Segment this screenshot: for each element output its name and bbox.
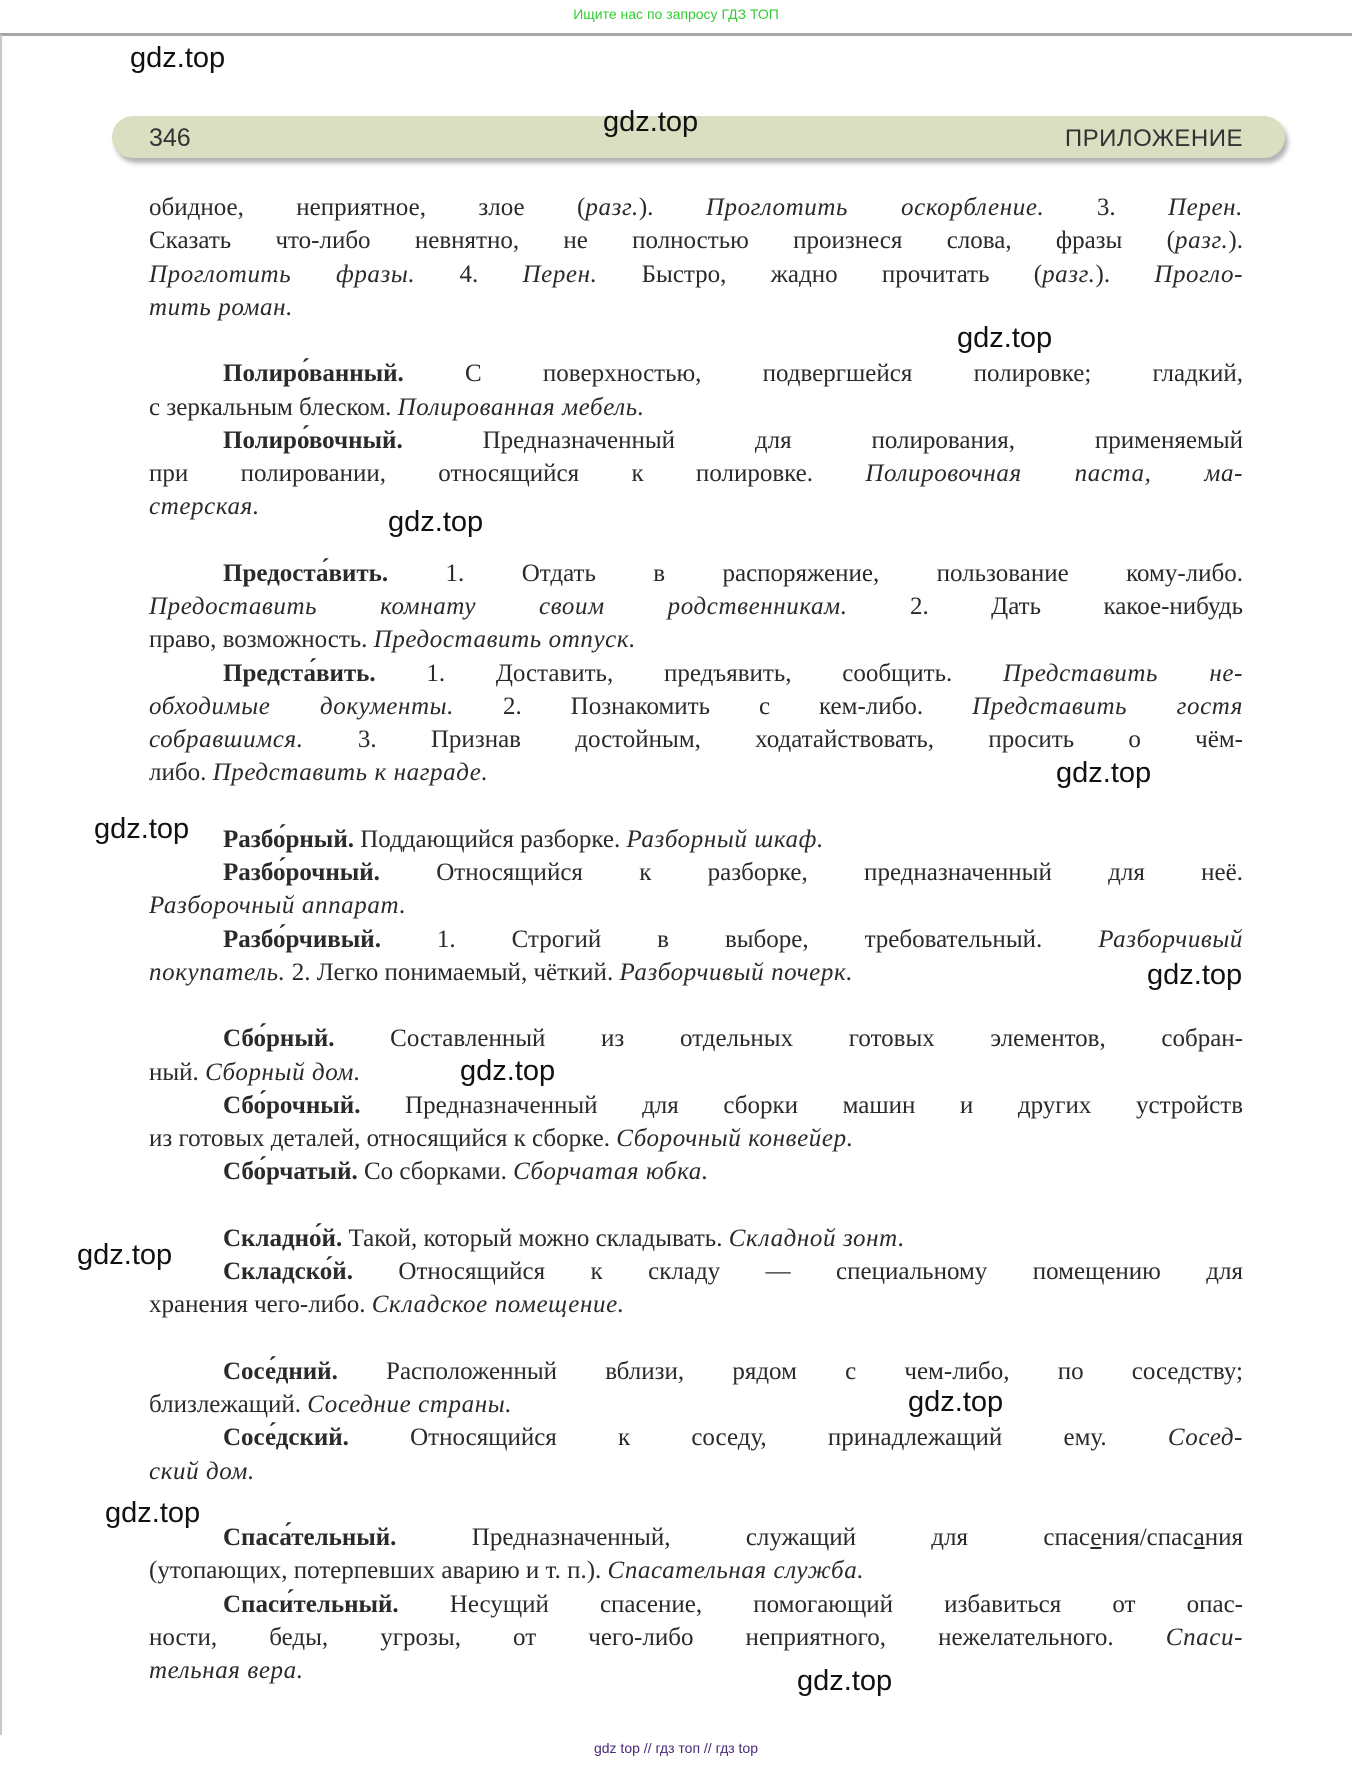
example-text: Спасательная служба. — [607, 1557, 865, 1585]
example-text: покупатель. — [149, 958, 286, 986]
text-line — [149, 391, 1243, 424]
text-line — [149, 1588, 1243, 1621]
watermark: gdz.top — [388, 506, 484, 538]
definition-text: 1. Строгий в выборе, требовательный. — [380, 925, 1099, 953]
definition-text: ный. — [149, 1058, 206, 1086]
example-text: Предоставить комнату своим родственникам. — [149, 593, 848, 620]
definition-text: ния — [1204, 1524, 1243, 1551]
entry-group — [149, 357, 1243, 523]
text-line — [149, 923, 1243, 956]
text-line — [149, 956, 1243, 989]
text-line — [149, 291, 1243, 324]
example-text: разг. — [585, 194, 639, 221]
text-line — [149, 1022, 1243, 1055]
text-line — [149, 823, 1243, 856]
text-line — [149, 623, 1243, 656]
definition-text: близлежащий. — [149, 1391, 308, 1418]
example-text: Проглотить фразы. — [149, 260, 416, 288]
headword: Спаса́тельный. — [223, 1524, 397, 1551]
text-line — [149, 1355, 1243, 1388]
headword: Предста́вить. — [223, 659, 376, 687]
headword: Сосе́дский. — [223, 1424, 349, 1452]
bottom-links[interactable]: gdz top // гдз топ // гдз top — [593, 1740, 759, 1756]
definition-text: Относящийся к складу — специальному помещению для — [352, 1258, 1243, 1285]
entry-group — [149, 823, 1243, 989]
watermark: gdz.top — [105, 1497, 201, 1529]
text-line — [149, 1554, 1243, 1587]
watermark: gdz.top — [77, 1239, 173, 1271]
example-text: Представить не- — [1003, 659, 1243, 687]
watermark: gdz.top — [908, 1386, 1004, 1418]
definition-text: ). — [638, 194, 706, 221]
definition-text: 1. Доставить, предъявить, сообщить. — [375, 659, 1004, 687]
text-line — [149, 657, 1243, 690]
text-line — [149, 258, 1243, 291]
headword: Разбо́рчивый. — [223, 925, 381, 953]
definition-text: Относящийся к соседу, принадлежащий ему. — [348, 1424, 1168, 1452]
text-line — [149, 1155, 1243, 1188]
headword: Разбо́рный. — [223, 825, 354, 853]
entry-group — [149, 191, 1243, 324]
definition-text: с зеркальным блеском. — [149, 393, 398, 421]
headword: Полиро́ванный. — [223, 360, 404, 388]
example-text: Складной зонт. — [728, 1224, 905, 1252]
text-line — [149, 856, 1243, 889]
example-text: Спаси- — [1165, 1623, 1243, 1651]
text-line — [149, 224, 1243, 257]
text-line — [149, 557, 1243, 590]
example-text: Полированная мебель. — [397, 393, 645, 421]
text-line — [149, 1056, 1243, 1089]
text-line — [149, 1621, 1243, 1654]
example-text: Прогло- — [1154, 260, 1244, 288]
entry-group — [149, 1222, 1243, 1322]
definition-text: Поддающийся разборке. — [353, 825, 627, 853]
definition-text: из готовых деталей, относящийся к сборке. — [149, 1125, 617, 1152]
example-text: разг. — [1174, 227, 1229, 255]
text-line — [149, 1421, 1243, 1454]
definition-text: право, возможность. — [149, 626, 374, 654]
section-title: ПРИЛОЖЕНИЕ — [1064, 125, 1243, 152]
text-line — [149, 1222, 1243, 1255]
definition-text: Относящийся к разборке, предназначенный для неё. — [379, 859, 1243, 886]
definition-text: Такой, который можно складывать. — [342, 1224, 729, 1252]
definition-text: 2. Дать какое-нибудь — [847, 593, 1243, 620]
watermark: gdz.top — [1147, 959, 1243, 991]
text-line — [149, 889, 1243, 922]
text-line — [149, 723, 1243, 756]
definition-text: Быстро, жадно прочитать ( — [597, 260, 1043, 288]
text-line — [149, 490, 1243, 523]
text-line — [149, 1521, 1243, 1554]
definition-text: либо. — [149, 759, 213, 787]
example-text: стерская. — [149, 493, 260, 521]
headword: Предоста́вить. — [223, 559, 389, 587]
text-line — [149, 1388, 1243, 1421]
definition-text: С поверхностью, подвергшейся полировке; гладкий, — [403, 360, 1243, 388]
text-line — [149, 1122, 1243, 1155]
example-text: собравшимся. — [149, 726, 304, 753]
watermark: gdz.top — [797, 1665, 893, 1697]
example-text: Разборчивый — [1098, 925, 1243, 953]
definition-text: Предназначенный для сборки машин и других устройств — [360, 1091, 1243, 1119]
example-text: Перен. — [1168, 194, 1243, 221]
example-text: Предоставить отпуск. — [373, 626, 637, 654]
example-text: Разборный шкаф. — [626, 825, 824, 853]
watermark: gdz.top — [603, 106, 699, 138]
example-text: Сборчатая юбка. — [513, 1158, 709, 1186]
dictionary-text — [149, 191, 1243, 1721]
definition-text: при полировании, относящийся к полировке. — [149, 460, 866, 487]
example-text: обходимые документы. — [149, 692, 454, 720]
definition-text: 4. — [415, 260, 523, 288]
definition-text: ). — [1095, 260, 1155, 288]
top-divider — [0, 33, 1352, 36]
text-line — [149, 1288, 1243, 1321]
definition-text: хранения чего-либо. — [149, 1291, 372, 1319]
definition-text: Несущий спасение, помогающий избавиться от опас- — [398, 1590, 1243, 1618]
definition-text: ния/спас — [1101, 1524, 1194, 1551]
text-line — [149, 1455, 1243, 1488]
example-text: Сборный дом. — [205, 1058, 361, 1086]
definition-text: Расположенный вблизи, рядом с чем-либо, по соседству; — [337, 1357, 1243, 1385]
text-line — [149, 457, 1243, 490]
watermark: gdz.top — [460, 1055, 556, 1087]
headword: Сбо́рный. — [223, 1025, 335, 1053]
headword: Сбо́рочный. — [223, 1091, 361, 1119]
headword: Полиро́вочный. — [223, 426, 403, 454]
example-text: Разборчивый почерк. — [619, 958, 854, 986]
example-text: Сборочный конвейер. — [616, 1125, 854, 1152]
watermark: gdz.top — [957, 322, 1053, 354]
definition-text: Составленный из отдельных готовых элементов, собран- — [334, 1025, 1243, 1053]
example-text: Представить гостя — [972, 692, 1243, 720]
headword: Сбо́рчатый. — [223, 1158, 358, 1186]
page-header-bar — [112, 116, 1285, 158]
underlined-letter: а — [1193, 1524, 1205, 1551]
entry-group — [149, 1355, 1243, 1488]
definition-text: ). — [1228, 227, 1243, 255]
underlined-letter: е — [1090, 1524, 1102, 1551]
text-line — [149, 424, 1243, 457]
watermark: gdz.top — [1056, 757, 1152, 789]
example-text: Разборочный аппарат. — [149, 892, 407, 920]
example-text: тельная вера. — [149, 1657, 304, 1684]
definition-text: 2. Легко понимаемый, чёткий. — [285, 958, 620, 986]
text-line — [149, 690, 1243, 723]
definition-text: 3. — [1044, 194, 1168, 221]
definition-text: Предназначенный для полирования, применяемый — [402, 426, 1243, 454]
example-text: тить роман. — [149, 293, 293, 321]
headword: Складско́й. — [223, 1258, 353, 1285]
entry-group — [149, 1022, 1243, 1188]
watermark: gdz.top — [94, 813, 190, 845]
text-line — [149, 590, 1243, 623]
definition-text: Предназначенный, служащий для спас — [396, 1524, 1091, 1551]
text-line — [149, 1255, 1243, 1288]
headword: Сосе́дний. — [223, 1357, 338, 1385]
example-text: Полировочная паста, ма- — [865, 460, 1243, 487]
text-line — [149, 1654, 1243, 1687]
definition-text: Сказать что-либо невнятно, не полностью произнеся слова, фразы ( — [149, 227, 1175, 255]
page-number: 346 — [149, 124, 191, 152]
headword: Спаси́тельный. — [223, 1590, 399, 1618]
definition-text: ности, беды, угрозы, от чего-либо неприятного, нежелательного. — [149, 1623, 1166, 1651]
example-text: Складское помещение. — [371, 1291, 625, 1319]
definition-text: обидное, неприятное, злое ( — [149, 194, 586, 221]
example-text: Представить к награде. — [212, 759, 489, 787]
entry-group — [149, 557, 1243, 790]
entry-group — [149, 1521, 1243, 1687]
text-line — [149, 357, 1243, 390]
text-line — [149, 191, 1243, 224]
top-banner: Ищите нас по запросу ГДЗ ТОП — [573, 6, 779, 22]
definition-text: 2. Познакомить с кем-либо. — [453, 692, 973, 720]
left-border — [0, 35, 2, 1735]
definition-text: Со сборками. — [357, 1158, 514, 1186]
definition-text: 1. Отдать в распоряжение, пользование кому-либо. — [388, 559, 1243, 587]
headword: Разбо́рочный. — [223, 859, 380, 886]
example-text: Перен. — [522, 260, 598, 288]
text-line — [149, 1089, 1243, 1122]
definition-text: 3. Признав достойным, ходатайствовать, просить о чём- — [303, 726, 1243, 753]
headword: Складно́й. — [223, 1224, 343, 1252]
example-text: ский дом. — [149, 1457, 255, 1485]
example-text: Сосед- — [1167, 1424, 1243, 1452]
watermark: gdz.top — [130, 42, 226, 74]
example-text: Проглотить оскорбление. — [705, 194, 1045, 221]
example-text: разг. — [1042, 260, 1096, 288]
definition-text: (утопающих, потерпевших аварию и т. п.). — [149, 1557, 608, 1585]
example-text: Соседние страны. — [307, 1391, 513, 1418]
